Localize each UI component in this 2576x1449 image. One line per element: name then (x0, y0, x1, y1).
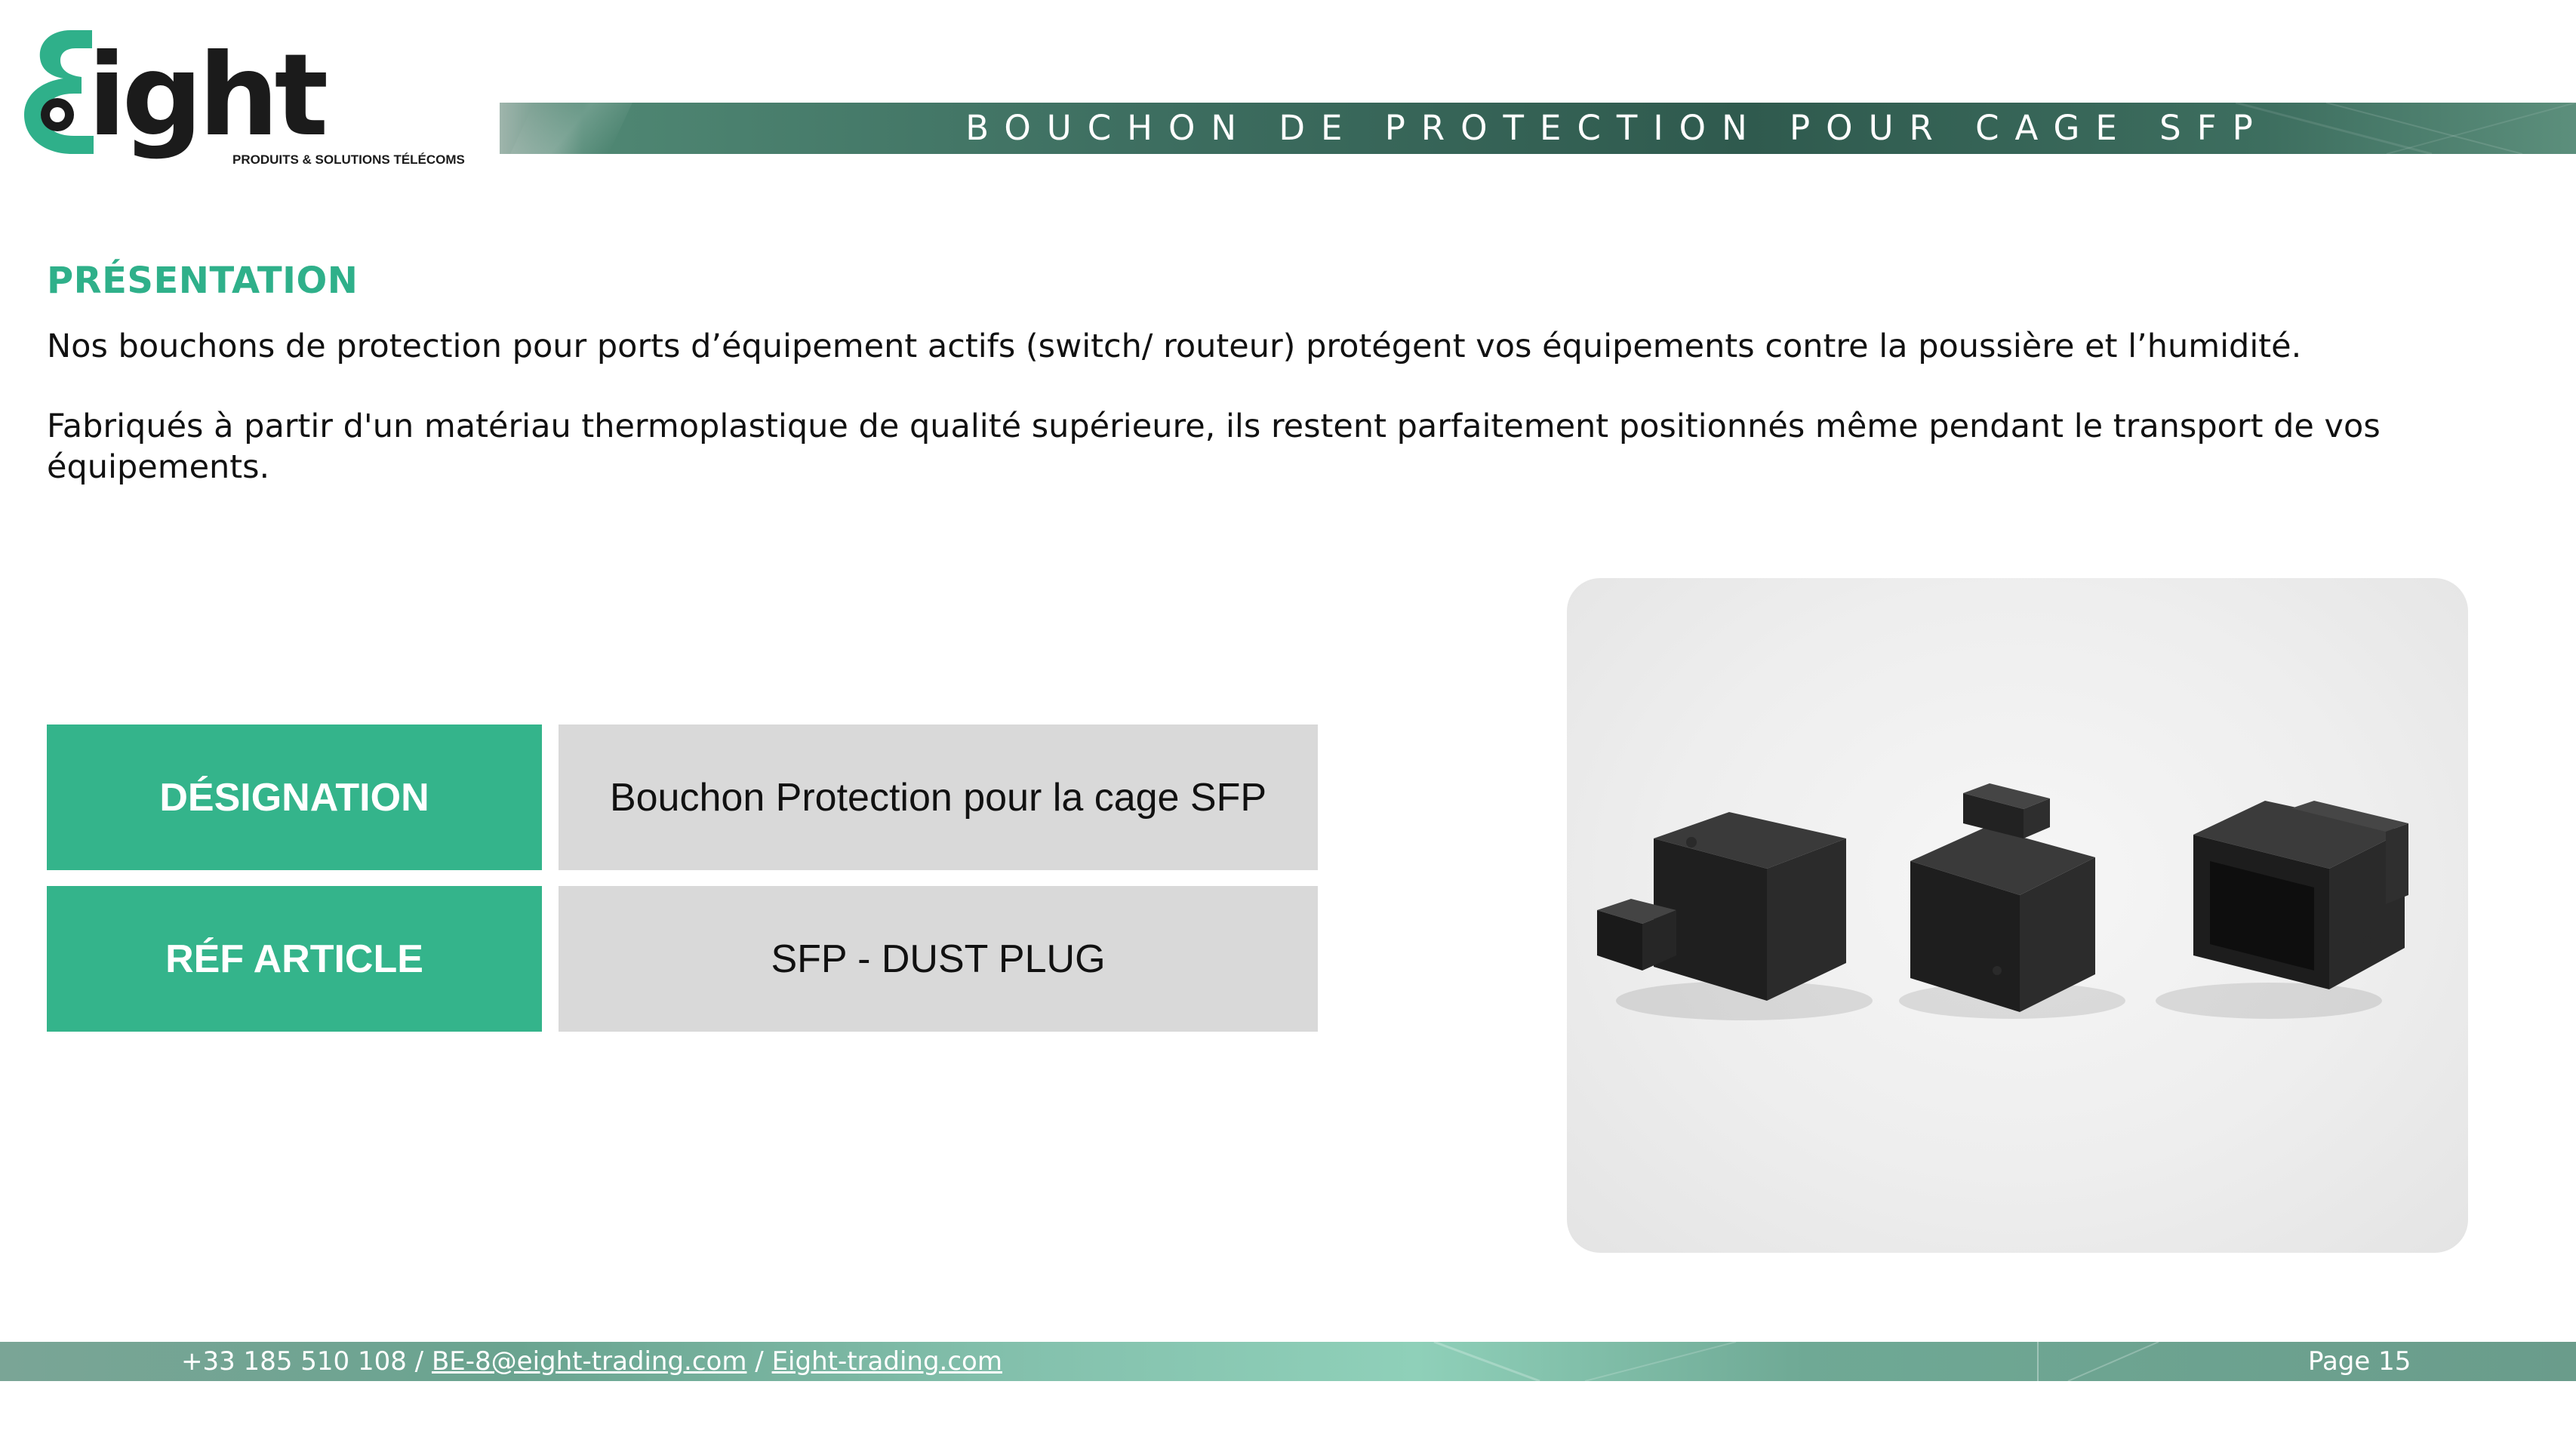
presentation-paragraph-1: Nos bouchons de protection pour ports d’équipement actifs (switch/ routeur) protégent vos équipements contre la poussière et l’humidité. (47, 328, 2302, 365)
section-heading: PRÉSENTATION (47, 260, 359, 302)
spec-value-ref-article: SFP - DUST PLUG (559, 886, 1318, 1032)
footer-contact (181, 1342, 1002, 1381)
product-photo (1567, 578, 2468, 1253)
page-number: Page 15 (2308, 1346, 2411, 1377)
plug-middle (1910, 783, 2095, 1012)
footer-email-link[interactable]: BE-8@eight-trading.com (431, 1346, 747, 1377)
logo-tagline: PRODUITS & SOLUTIONS TÉLÉCOMS (232, 152, 465, 167)
footer-separator: / (406, 1346, 432, 1377)
footer-separator: / (746, 1346, 772, 1377)
page-title: BOUCHON DE PROTECTION POUR CAGE SFP (965, 108, 2269, 148)
footer-decor-lines (1283, 1342, 2189, 1381)
footer-website-link[interactable]: Eight-trading.com (771, 1346, 1002, 1377)
spec-value-designation: Bouchon Protection pour la cage SFP (559, 724, 1318, 870)
sfp-dust-plug-icon (1567, 578, 2468, 1253)
logo-wordmark: ight (88, 30, 325, 162)
footer-banner (0, 1342, 2576, 1381)
plug-left (1597, 812, 1846, 1001)
footer-phone: +33 185 510 108 (181, 1346, 407, 1377)
plug-right (2193, 801, 2408, 989)
presentation-paragraph-2: Fabriqués à partir d'un matériau thermoplastique de qualité supérieure, ils restent parfaitement positionnés même pendant le transport de vos équipements. (47, 408, 2381, 486)
eight-logo (18, 17, 501, 183)
header-banner (500, 103, 2576, 154)
spec-label-ref-article: RÉF ARTICLE (47, 886, 542, 1032)
spec-label-designation: DÉSIGNATION (47, 724, 542, 870)
